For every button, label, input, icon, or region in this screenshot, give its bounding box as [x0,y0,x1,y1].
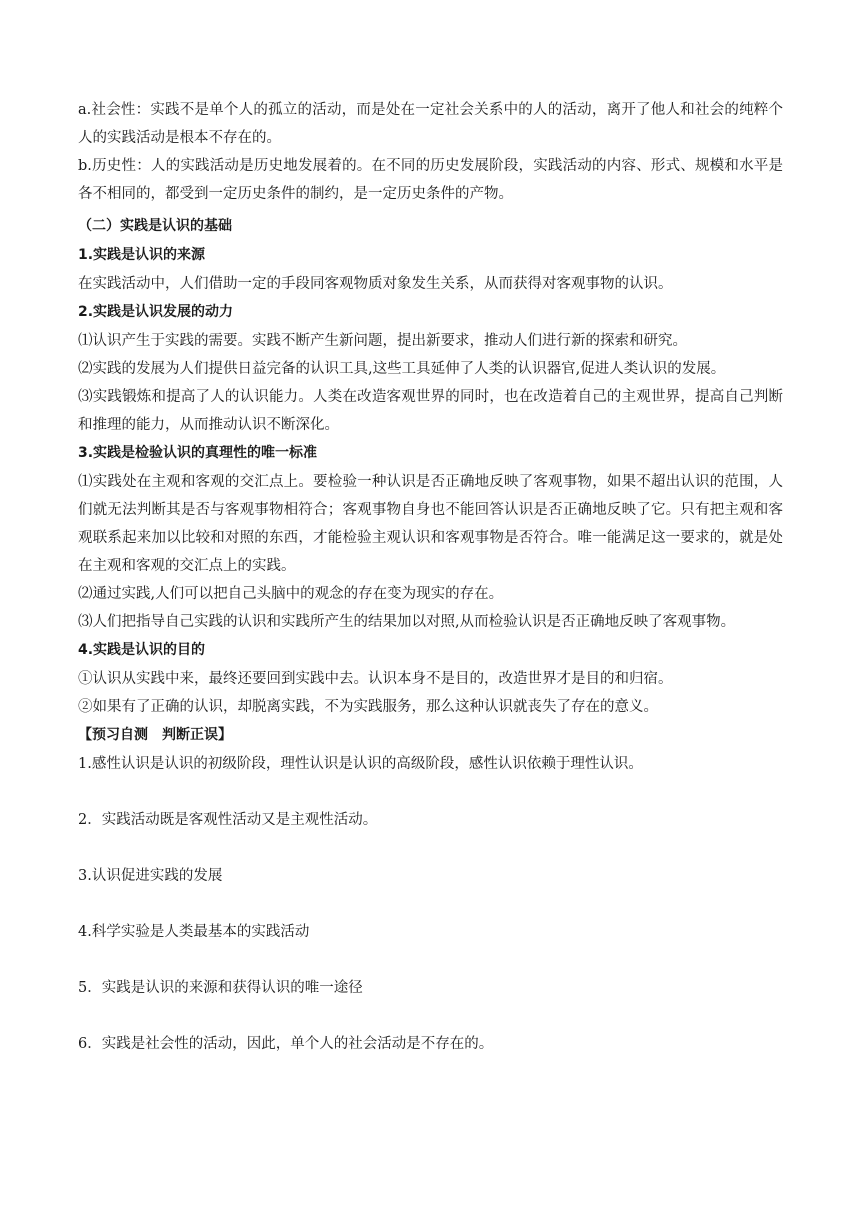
standard-item: ⑵通过实践,人们可以把自己头脑中的观念的存在变为现实的存在。 [78,586,504,602]
selftest-heading: 【预习自测 判断正误】 [78,727,232,743]
feature-sociality: a.社会性：实践不是单个人的孤立的活动，而是处在一定社会关系中的人的活动，离开了他人和社会的纯粹个人的实践活动是根本不存在的。 [78,102,783,146]
feature-historicity: b.历史性：人的实践活动是历史地发展着的。在不同的历史发展阶段，实践活动的内容、形式、规模和水平是各不相同的，都受到一定历史条件的制约，是一定历史条件的产物。 [78,158,783,202]
standard-item: ⑴实践处在主观和客观的交汇点上。要检验一种认识是否正确地反映了客观事物，如果不超出认识的范围，人们就无法判断其是否与客观事物相符合；客观事物自身也不能回答认识是否正确地反映了它。只有把主观和客观联系起来加以比较和对照的东西，才能检验主观认识和客观事物是否符合。唯一能满足这一要求的，就是处在主观和客观的交汇点上的实践。 [78,474,783,574]
subheading-source: 1.实践是认识的来源 [78,247,206,263]
standard-item: ⑶人们把指导自己实践的认识和实践所产生的结果加以对照,从而检验认识是否正确地反映了客观事物。 [78,614,736,630]
motive-item: ⑴认识产生于实践的需要。实践不断产生新问题，提出新要求，推动人们进行新的探索和研究。 [78,333,687,349]
purpose-item: ②如果有了正确的认识，却脱离实践，不为实践服务，那么这种认识就丧失了存在的意义。 [78,699,658,715]
purpose-item: ①认识从实践中来，最终还要回到实践中去。认识本身不是目的，改造世界才是目的和归宿。 [78,671,673,687]
selftest-question: 6．实践是社会性的活动，因此，单个人的社会活动是不存在的。 [78,1036,494,1052]
selftest-question: 1.感性认识是认识的初级阶段，理性认识是认识的高级阶段，感性认识依赖于理性认识。 [78,756,643,772]
motive-item: ⑵实践的发展为人们提供日益完备的认识工具,这些工具延伸了人类的认识器官,促进人类认识的发展。 [78,361,726,377]
selftest-question: 2．实践活动既是客观性活动又是主观性活动。 [78,812,378,828]
document-page [78,96,783,1058]
subheading-standard: 3.实践是检验认识的真理性的唯一标准 [78,445,318,461]
subheading-motive: 2.实践是认识发展的动力 [78,304,234,320]
section-title: （二）实践是认识的基础 [78,218,232,234]
motive-item: ⑶实践锻炼和提高了人的认识能力。人类在改造客观世界的同时，也在改造着自己的主观世界，提高自己判断和推理的能力，从而推动认识不断深化。 [78,389,783,433]
selftest-question: 3.认识促进实践的发展 [78,868,223,884]
selftest-question: 4.科学实验是人类最基本的实践活动 [78,924,310,940]
subheading-purpose: 4.实践是认识的目的 [78,642,206,658]
source-text: 在实践活动中，人们借助一定的手段同客观物质对象发生关系，从而获得对客观事物的认识。 [78,276,673,292]
selftest-question: 5．实践是认识的来源和获得认识的唯一途径 [78,980,363,996]
